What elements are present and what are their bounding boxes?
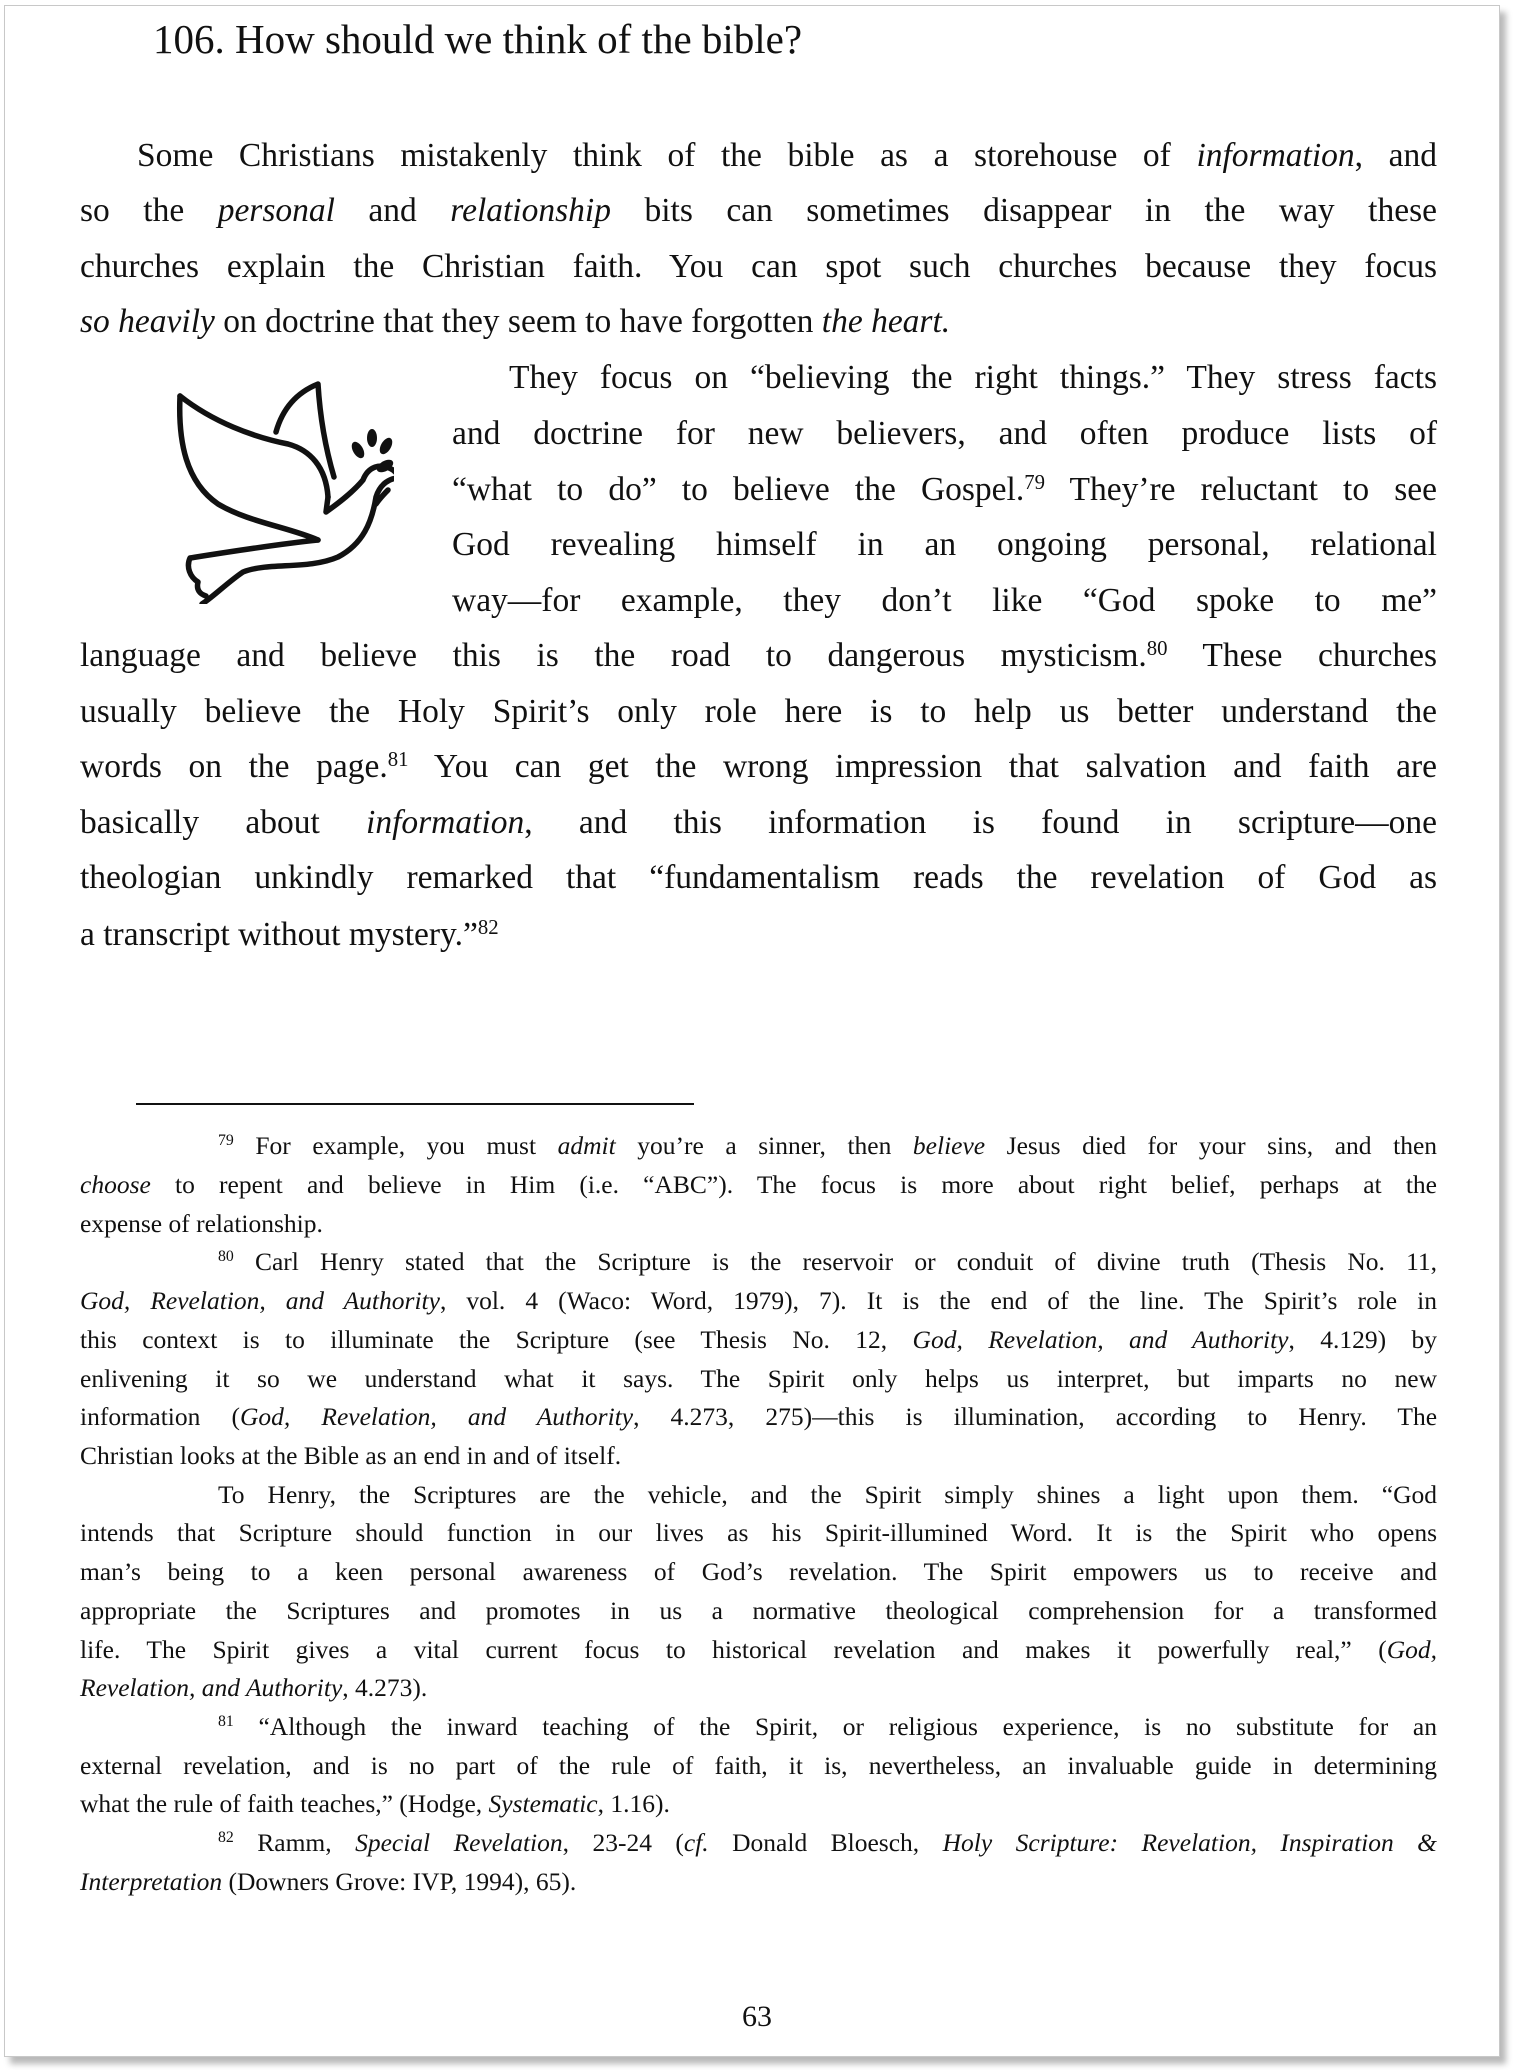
body-line: Some Christians mistakenly think of the bible as a storehouse of information, and	[137, 137, 1438, 174]
footnote-reference: 80	[1146, 636, 1168, 660]
footnote-line: $^{79}$ For example, you must admit you’re a sinner, then believe Jesus died for your sins, and then	[218, 1131, 1438, 1160]
page-number: 63	[742, 2000, 772, 2033]
footnote-reference: 81	[218, 1713, 234, 1731]
italic-text: choose	[80, 1170, 151, 1199]
footnote-reference: 82	[218, 1829, 234, 1847]
footnote-line: To Henry, the Scriptures are the vehicle, and the Spirit simply shines a light upon them. “God	[218, 1480, 1437, 1509]
body-line: churches explain the Christian faith. You can spot such churches because they focus	[80, 248, 1437, 285]
body-line: so the personal and relationship bits can sometimes disappear in the way these	[80, 192, 1437, 229]
italic-text: cf.	[683, 1828, 709, 1857]
italic-text: God, Revelation, and Authority	[239, 1402, 634, 1431]
italic-text: God,	[1386, 1635, 1437, 1664]
body-line: “what to do” to believe the Gospel.$^{79}$ They’re reluctant to see	[452, 470, 1437, 508]
body-line: They focus on “believing the right things.” They stress facts	[509, 359, 1437, 396]
body-line: a transcript without mystery.”$^{82}$	[80, 915, 499, 953]
italic-text: Systematic	[488, 1789, 598, 1818]
italic-text: so heavily	[80, 303, 215, 340]
footnote-line: $^{80}$ Carl Henry stated that the Scripture is the reservoir or conduit of divine truth (Thesis No. 11,	[218, 1247, 1437, 1276]
footnote-line: this context is to illuminate the Scripture (see Thesis No. 12, God, Revelation, and Authority, 4.129) by	[80, 1325, 1438, 1354]
italic-text: relationship	[450, 192, 611, 229]
body-line: words on the page.$^{81}$ You can get the wrong impression that salvation and faith are	[80, 747, 1437, 785]
footnote-line: choose to repent and believe in Him (i.e. “ABC”). The focus is more about right belief, perhaps at the	[80, 1170, 1437, 1199]
footnote-line: Christian looks at the Bible as an end in and of itself.	[80, 1441, 622, 1470]
footnote-reference: 79	[1024, 470, 1045, 494]
footnote-line: Interpretation (Downers Grove: IVP, 1994), 65).	[80, 1867, 577, 1896]
footnote-line: $^{82}$ Ramm, Special Revelation, 23-24 (cf. Donald Bloesch, Holy Scripture: Revelation, Inspiration &	[218, 1828, 1438, 1857]
footnote-reference: 79	[218, 1132, 234, 1150]
footnote-line: God, Revelation, and Authority, vol. 4 (Waco: Word, 1979), 7). It is the end of the line. The Spirit’s role in	[80, 1286, 1438, 1315]
footnote-reference: 82	[477, 915, 499, 939]
footnote-line: external revelation, and is no part of the rule of faith, it is, nevertheless, an invaluable guide in determining	[80, 1751, 1437, 1780]
footnote-line: expense of relationship.	[80, 1209, 323, 1238]
body-line: so heavily on doctrine that they seem to have forgotten the heart.	[80, 303, 951, 340]
body-line: theologian unkindly remarked that “fundamentalism reads the revelation of God as	[80, 859, 1437, 896]
footnote-reference: 80	[218, 1248, 234, 1266]
italic-text: Special Revelation	[355, 1828, 563, 1857]
footnote-line: Revelation, and Authority, 4.273).	[80, 1673, 428, 1702]
italic-text: personal	[217, 192, 335, 229]
footnote-line: $^{81}$ “Although the inward teaching of the Spirit, or religious experience, is no substitute for an	[218, 1712, 1437, 1741]
question-heading: 106. How should we think of the bible?	[153, 16, 803, 62]
italic-text: believe	[912, 1131, 986, 1160]
footnote-line: life. The Spirit gives a vital current focus to historical revelation and makes it powerfully real,” (God,	[80, 1635, 1437, 1664]
italic-text: the heart.	[821, 303, 951, 340]
footnote-line: man’s being to a keen personal awareness of God’s revelation. The Spirit empowers us to receive and	[80, 1557, 1437, 1586]
body-line: basically about information, and this information is found in scripture—one	[80, 804, 1437, 841]
italic-text: God, Revelation, and Authority	[80, 1286, 440, 1315]
footnote-line: what the rule of faith teaches,” (Hodge, Systematic, 1.16).	[80, 1789, 670, 1818]
footnote-line: enlivening it so we understand what it says. The Spirit only helps us interpret, but imparts no new	[80, 1364, 1437, 1393]
footnote-line: information (God, Revelation, and Authority, 4.273, 275)—this is illumination, according to Henry. The	[80, 1402, 1438, 1431]
body-line: God revealing himself in an ongoing personal, relational	[452, 526, 1437, 563]
footnote-line: appropriate the Scriptures and promotes in us a normative theological comprehension for a transformed	[80, 1596, 1437, 1625]
footnote-separator	[136, 1103, 694, 1105]
footnote-reference: 81	[387, 747, 409, 771]
body-line: way—for example, they don’t like “God spoke to me”	[452, 582, 1437, 619]
italic-text: information	[1196, 137, 1355, 174]
italic-text: information	[366, 804, 525, 841]
dove-with-olive-branch-icon	[158, 372, 394, 604]
footnote-line: intends that Scripture should function in our lives as his Spirit-illumined Word. It is the Spirit who opens	[80, 1518, 1437, 1547]
body-line: usually believe the Holy Spirit’s only role here is to help us better understand the	[80, 693, 1437, 730]
body-line: and doctrine for new believers, and often produce lists of	[452, 415, 1437, 452]
italic-text: Interpretation	[80, 1867, 223, 1896]
italic-text: admit	[557, 1131, 616, 1160]
italic-text: Revelation, and Authority	[80, 1673, 343, 1702]
italic-text: God, Revelation, and Authority	[912, 1325, 1289, 1354]
body-line: language and believe this is the road to dangerous mysticism.$^{80}$ These churches	[80, 636, 1437, 674]
italic-text: Holy Scripture: Revelation, Inspiration &	[942, 1828, 1438, 1857]
